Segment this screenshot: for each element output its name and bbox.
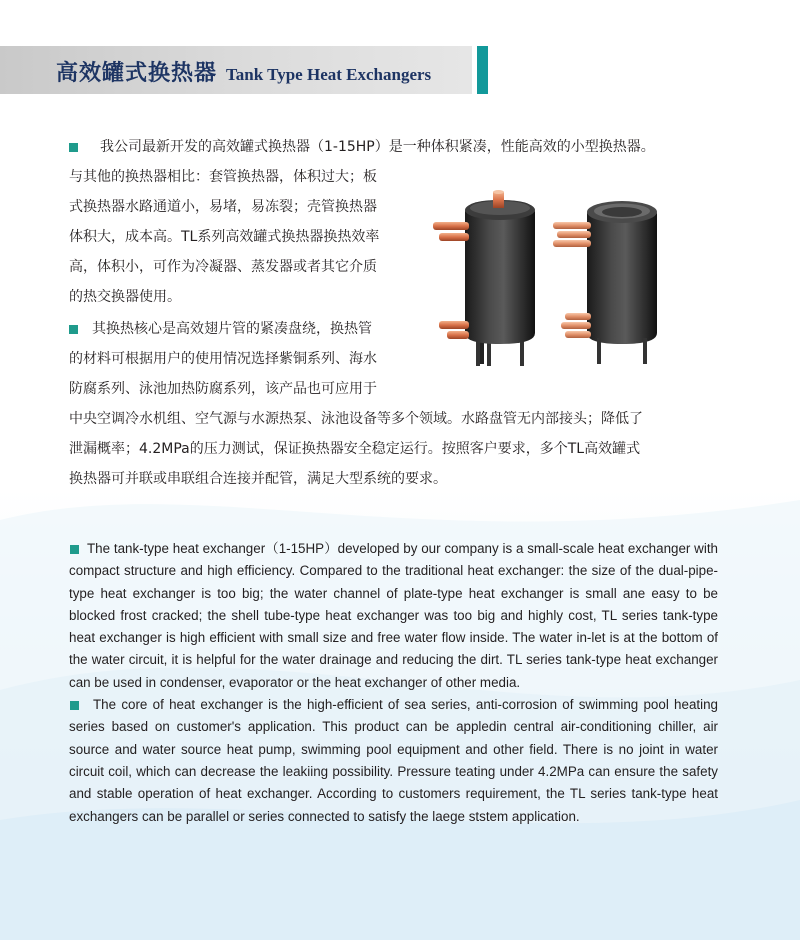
cn-line-3: 式换热器水路通道小，易堵，易冻裂；壳管换热器 — [69, 199, 377, 215]
cn-line-1: 我公司最新开发的高效罐式换热器（1-15HP）是一种体积紧凑，性能高效的小型换热器。 — [69, 134, 655, 160]
cn-line-7: 其换热核心是高效翅片管的紧凑盘绕，换热管 — [69, 316, 372, 342]
cn-line-2: 与其他的换热器相比：套管换热器，体积过大；板 — [69, 169, 377, 185]
page-title — [56, 56, 431, 87]
page-title-en: Tank Type Heat Exchangers — [226, 65, 432, 84]
cn-line-5: 高，体积小，可作为冷凝器、蒸发器或者其它介质 — [69, 259, 377, 275]
square-bullet-icon — [69, 143, 78, 152]
tank-heat-exchanger-photo — [425, 178, 680, 378]
en-paragraph-1: The tank-type heat exchanger（1-15HP）developed by our company is a small-scale heat exchanger with compact structure and high efficiency. Compared to the traditional heat exchanger: the size of the dual-pipe-type heat exchanger is too big; the water channel of plate-type heat exchanger is small ane easy to be blocked frost cracked; the shell tube-type heat exchanger was too big and highly cost, TL series tank-type heat exchanger is high efficient with small size and free water flow inside. The water in-let is at the bottom of the water circuit, it is helpful for the water drainage and reducing the dirt. TL series tank-type heat exchanger can be used in condenser, evaporator or the heat exchanger of other media. — [69, 541, 718, 690]
cn-line-9: 防腐系列、泳池加热防腐系列，该产品也可应用于 — [69, 381, 377, 397]
en-description — [69, 538, 718, 828]
tank-left — [433, 190, 535, 366]
en-paragraph-2: The core of heat exchanger is the high-efficient of sea series, anti-corrosion of swimming pool heating series based on customer's application. This product can be appledin central air-conditioning chiller, air source and water source heat pump, swimming pool equipment and other field. There is no joint in water circuit coil, which can decrease the leakiing possibility. Pressure teating under 4.2MPa can ensure the safety and stable operation of heat exchanger. According to customers requirement, the TL series tank-type heat exchangers can be parallel or series connected to satisfy the laege ststem application. — [69, 697, 718, 824]
cn-line-12: 换热器可并联或串联组合连接并配管，满足大型系统的要求。 — [69, 471, 447, 487]
header-accent-bar — [477, 46, 488, 94]
cn-line-11: 泄漏概率；4.2MPa的压力测试，保证换热器安全稳定运行。按照客户要求，多个TL高效罐式 — [69, 441, 641, 457]
square-bullet-icon — [70, 545, 79, 554]
square-bullet-icon — [69, 325, 78, 334]
square-bullet-icon — [70, 701, 79, 710]
cn-line-10: 中央空调冷水机组、空气源与水源热泵、泳池设备等多个领域。水路盘管无内部接头；降低了 — [69, 411, 643, 427]
cn-line-6: 的热交换器使用。 — [69, 289, 181, 305]
page-title-cn: 高效罐式换热器 — [56, 61, 218, 86]
tank-right — [553, 201, 657, 364]
cn-line-8: 的材料可根据用户的使用情况选择紫铜系列、海水 — [69, 351, 377, 367]
cn-line-4: 体积大，成本高。TL系列高效罐式换热器换热效率 — [69, 229, 380, 245]
